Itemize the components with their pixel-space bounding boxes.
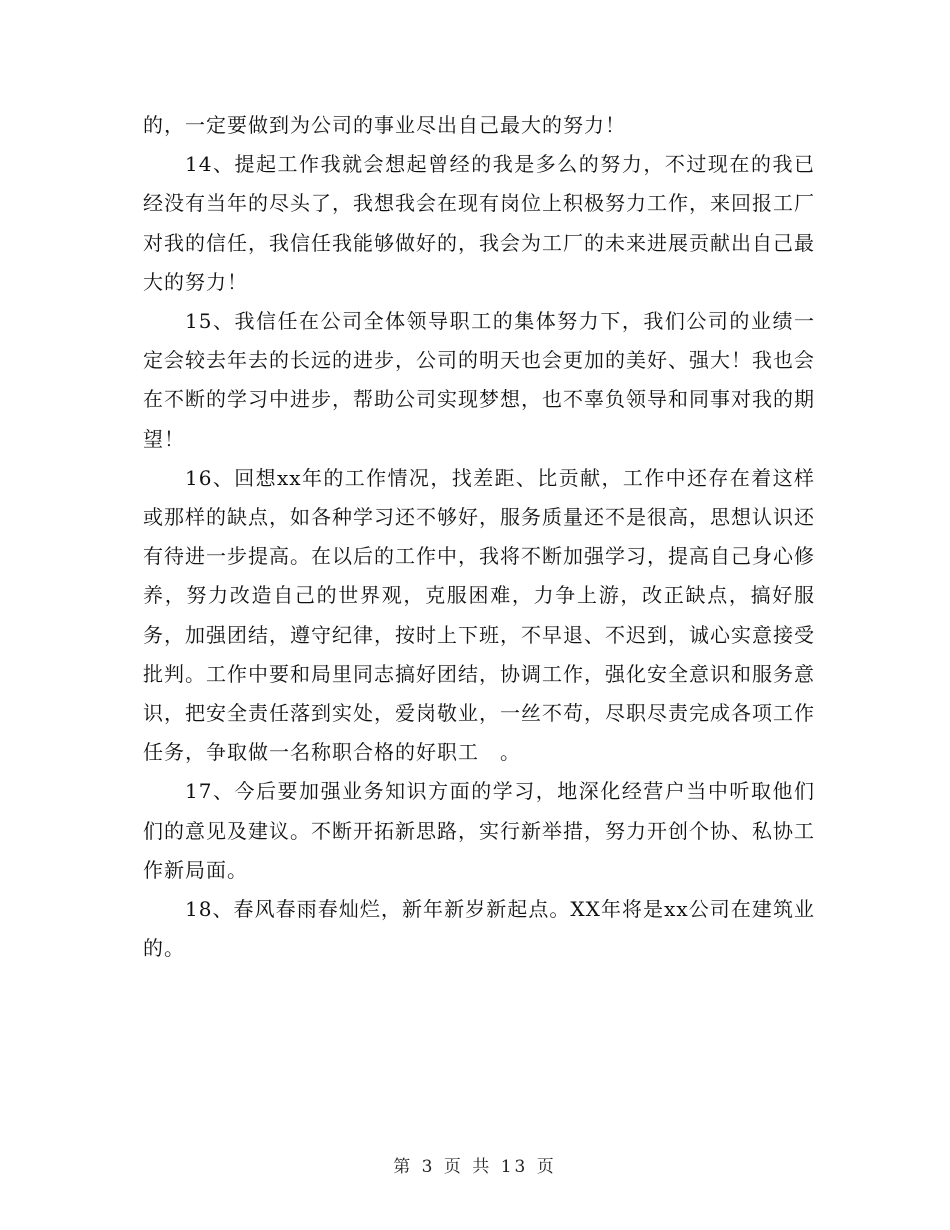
paragraph-17: 17、今后要加强业务知识方面的学习，地深化经营户当中听取他们们的意见及建议。不断开拓新思路，实行新举措，努力开创个协、私协工作新局面。	[143, 779, 815, 882]
paragraph-18: 18、春风春雨春灿烂，新年新岁新起点。XX年将是xx公司在建筑业的。	[143, 897, 815, 961]
paragraph-continuation: 的，一定要做到为公司的事业尽出自己最大的努力！	[143, 113, 626, 137]
document-body	[143, 106, 815, 968]
paragraph-15: 15、我信任在公司全体领导职工的集体努力下，我们公司的业绩一定会较去年去的长远的进步，公司的明天也会更加的美好、强大！我也会在不断的学习中进步，帮助公司实现梦想，也不辜负领导和同事对我的期望！	[143, 309, 815, 451]
page-number-footer: 第 3 页 共 13 页	[393, 1157, 557, 1177]
paragraph-14: 14、提起工作我就会想起曾经的我是多么的努力，不过现在的我已经没有当年的尽头了，我想我会在现有岗位上积极努力工作，来回报工厂对我的信任，我信任我能够做好的，我会为工厂的未来进展贡献出自己最大的努力！	[143, 152, 815, 294]
paragraph-16: 16、回想xx年的工作情况，找差距、比贡献，工作中还存在着这样或那样的缺点，如各种学习还不够好，服务质量还不是很高，思想认识还有待进一步提高。在以后的工作中，我将不断加强学习，提高自己身心修养，努力改造自己的世界观，克服困难，力争上游，改正缺点，搞好服务，加强团结，遵守纪律，按时上下班，不早退、不迟到，诚心实意接受批判。工作中要和局里同志搞好团结，协调工作，强化安全意识和服务意识，把安全责任落到实处，爱岗敬业，一丝不苟，尽职尽责完成各项工作任务，争取做一名称职合格的好职工 。	[143, 465, 815, 765]
